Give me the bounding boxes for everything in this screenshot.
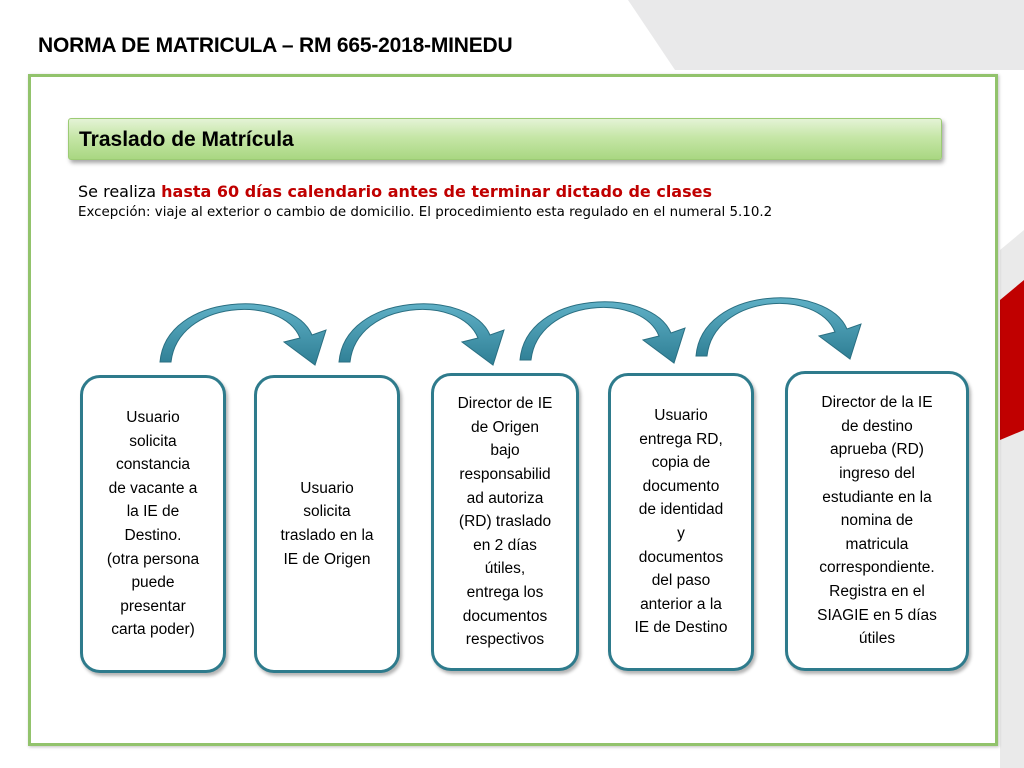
slide-title: NORMA DE MATRICULA – RM 665-2018-MINEDU (38, 34, 513, 57)
red-accent-shape (1000, 280, 1024, 440)
step-box-5 (785, 371, 969, 671)
step-box-1 (80, 375, 226, 673)
section-title: Traslado de Matrícula (79, 128, 294, 151)
step-text: Usuario entrega RD, copia de documento de identidad y documentos del paso anterior a la IE de Destino (634, 407, 728, 637)
step-text: Director de IE de Origen bajo responsabilid ad autoriza (RD) traslado en 2 días útiles, entrega los documentos respectivos (457, 395, 553, 649)
intro-line-1 (78, 181, 978, 203)
step-text: Usuario solicita constancia de vacante a la IE de Destino. (otra persona puede presentar carta poder) (106, 409, 200, 639)
step-box-2 (254, 375, 400, 673)
step-text: Usuario solicita traslado en la IE de Origen (280, 479, 374, 568)
intro-highlight: hasta 60 días calendario antes de terminar dictado de clases (161, 182, 712, 201)
intro-text (78, 181, 978, 223)
intro-line-2: Excepción: viaje al exterior o cambio de domicilio. El procedimiento esta regulado en el numeral 5.10.2 (78, 205, 773, 220)
intro-prefix: Se realiza (78, 182, 162, 201)
step-text: Director de la IE de destino aprueba (RD) ingreso del estudiante en la nomina de matricula correspondiente. Registra en el SIAGIE en 5 días útiles (817, 394, 937, 648)
step-box-3 (431, 373, 579, 671)
section-header (68, 118, 942, 160)
step-box-4 (608, 373, 754, 671)
